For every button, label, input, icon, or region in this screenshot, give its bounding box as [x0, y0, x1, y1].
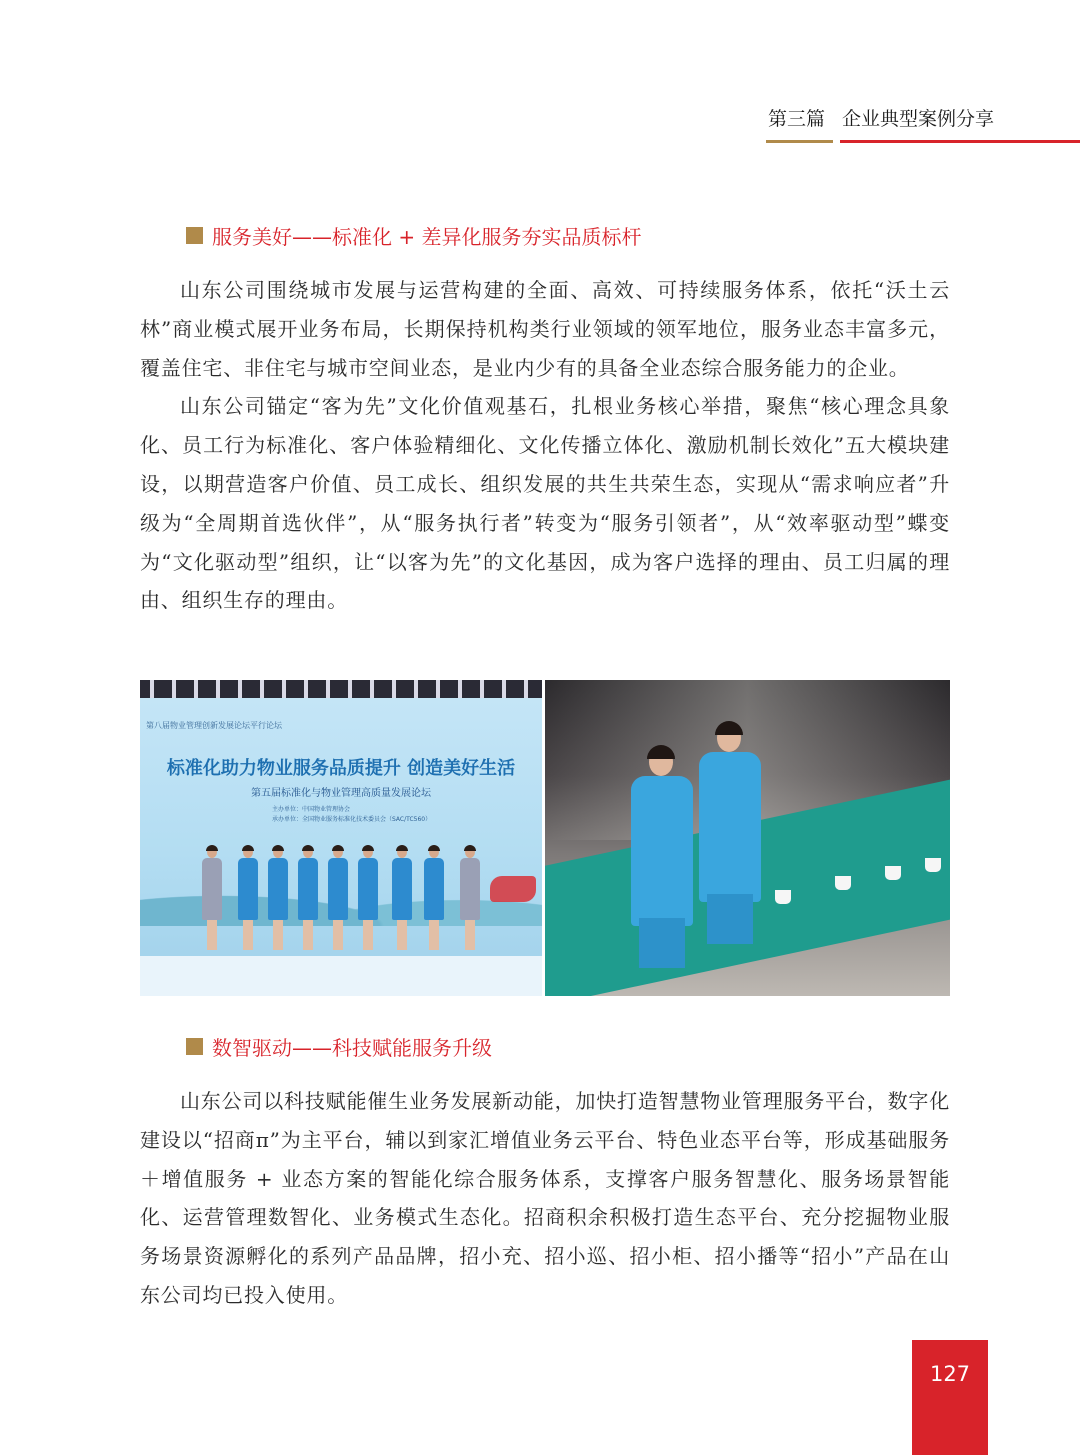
header-gold-rule	[766, 140, 833, 143]
staff-figure	[236, 846, 260, 954]
staff-figure	[200, 846, 224, 954]
paragraph: 山东公司以科技赋能催生业务发展新动能，加快打造智慧物业管理服务平台，数字化建设以“招商π”为主平台，辅以到家汇增值业务云平台、特色业态平台等，形成基础服务＋增值服务 + 业态方案的智能化综合服务体系，支撑客户服务智慧化、服务场景智能化、运营管理数智化、业务模式生态化。招商积余积极打造生态平台、充分挖掘物业服务场景资源孵化的系列产品品牌，招小充、招小巡、招小柜、招小播等“招小”产品在山东公司均已投入使用。	[140, 1089, 950, 1307]
teacup	[835, 876, 851, 890]
section-heading-text: 服务美好——标准化 + 差异化服务夯实品质标杆	[212, 225, 642, 249]
staff-figure	[296, 846, 320, 954]
square-bullet-icon	[186, 227, 203, 244]
forum-stage-photo	[140, 680, 542, 996]
stage-lights	[140, 680, 542, 698]
staff-figure	[266, 846, 290, 954]
header-part-label: 第三篇	[768, 108, 826, 130]
teacup	[775, 890, 791, 904]
meeting-room-photo	[545, 680, 950, 996]
section-heading-service	[186, 221, 641, 250]
attendant-figure	[695, 724, 765, 944]
stage-floor	[140, 956, 542, 996]
forum-organizer-host: 主办单位：中国物业管理协会	[272, 806, 351, 813]
teacup	[925, 858, 941, 872]
forum-main-title: 标准化助力物业服务品质提升 创造美好生活	[166, 758, 516, 779]
paragraph: 山东公司围绕城市发展与运营构建的全面、高效、可持续服务体系，依托“沃土云林”商业模式展开业务布局，长期保持机构类行业领域的领军地位，服务业态丰富多元，覆盖住宅、非住宅与城市空间业态，是业内少有的具备全业态综合服务能力的企业。	[140, 278, 950, 380]
forum-banner-small: 第八届物业管理创新发展论坛平行论坛	[146, 721, 282, 730]
red-ribbon-decoration	[490, 876, 536, 902]
section-body-service	[140, 271, 950, 620]
photo-row	[140, 680, 950, 996]
header-chapter-title: 企业典型案例分享	[842, 108, 995, 130]
square-bullet-icon	[186, 1038, 203, 1055]
staff-figure	[356, 846, 380, 954]
forum-subtitle: 第五届标准化与物业管理高质量发展论坛	[251, 788, 431, 799]
section-heading-text: 数智驱动——科技赋能服务升级	[212, 1036, 492, 1060]
section-body-digital	[140, 1082, 950, 1315]
section-heading-digital	[186, 1032, 492, 1061]
running-header	[768, 104, 994, 131]
staff-figure	[326, 846, 350, 954]
paragraph: 山东公司锚定“客为先”文化价值观基石，扎根业务核心举措，聚焦“核心理念具象化、员工行为标准化、客户体验精细化、文化传播立体化、激励机制长效化”五大模块建设，以期营造客户价值、员工成长、组织发展的共生共荣生态，实现从“需求响应者”升级为“全周期首选伙伴”，从“服务执行者”转变为“服务引领者”，从“效率驱动型”蝶变为“文化驱动型”组织，让“以客为先”的文化基因，成为客户选择的理由、员工归属的理由、组织生存的理由。	[140, 394, 950, 613]
staff-figure	[390, 846, 414, 954]
staff-figure	[458, 846, 482, 954]
attendant-figure	[627, 748, 697, 968]
header-red-rule	[840, 140, 1080, 143]
page-number: 127	[912, 1340, 988, 1455]
staff-figure	[422, 846, 446, 954]
teacup	[885, 866, 901, 880]
forum-organizer-co: 承办单位：全国物业服务标准化技术委员会（SAC/TC560）	[272, 816, 432, 823]
